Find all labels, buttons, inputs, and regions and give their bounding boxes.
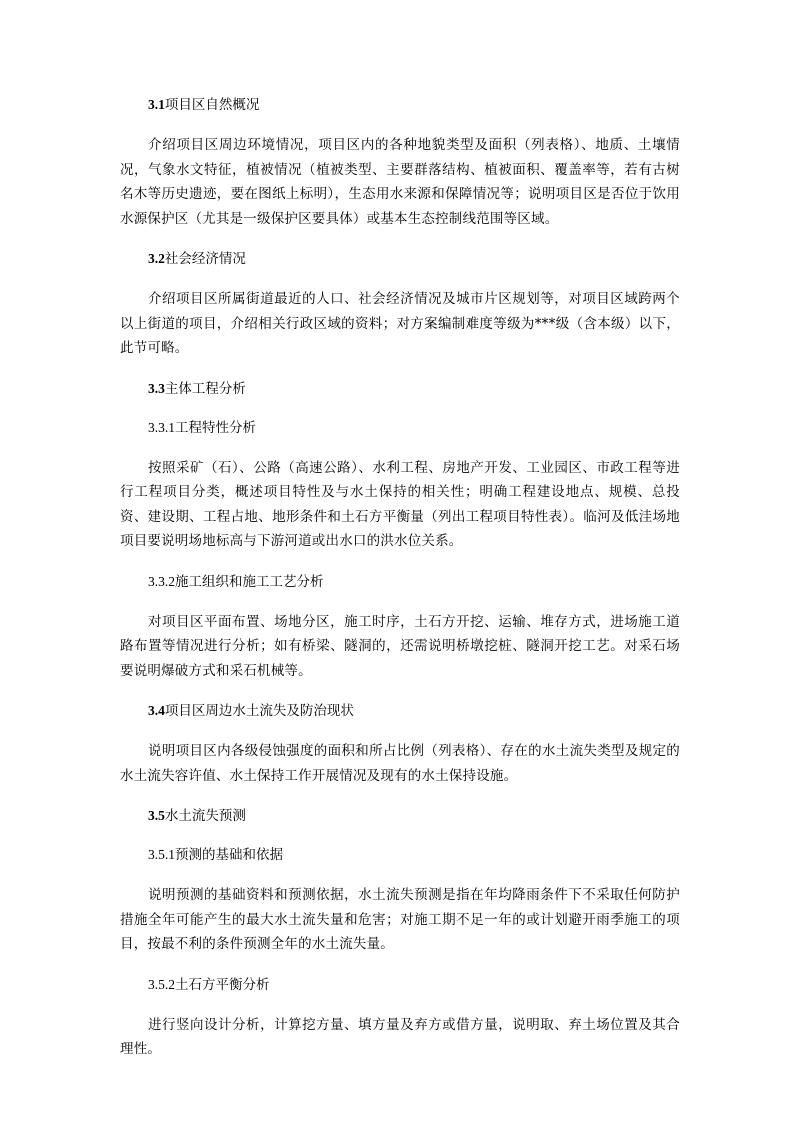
- subsection-number: 3.3.2: [148, 573, 175, 589]
- section-heading-3-2: [148, 248, 680, 270]
- section-number: 3.3: [148, 380, 165, 396]
- section-title: 主体工程分析: [164, 380, 246, 397]
- paragraph-earthwork-balance: 进行竖向设计分析，计算挖方量、填方量及弃方或借方量，说明取、弃土场位置及其合理性。: [120, 1016, 680, 1057]
- section-number: 3.5: [148, 808, 165, 823]
- subsection-heading-3-3-1: [148, 417, 680, 439]
- section-heading-3-3: [148, 378, 680, 400]
- section-heading-3-1: [148, 94, 680, 116]
- section-number: 3.1: [148, 97, 165, 112]
- section-number: 3.2: [148, 251, 165, 266]
- subsection-title: 土石方平衡分析: [175, 976, 270, 993]
- document-page: [120, 94, 680, 1079]
- subsection-title: 预测的基础和依据: [175, 847, 283, 863]
- paragraph-construction-organization: 对项目区平面布置、场地分区，施工时序，土石方开挖、运输、堆存方式，进场施工道路布置等情况进行分析；如有桥梁、隧洞的，还需说明桥墩挖桩、隧洞开挖工艺。对采石场要说明爆破方式和采石机械等。: [120, 613, 680, 679]
- section-number: 3.4: [148, 703, 165, 718]
- section-title: 水土流失预测: [164, 808, 246, 824]
- paragraph-social-economy: 介绍项目区所属街道最近的人口、社会经济情况及城市片区规划等，对项目区域跨两个以上街道的项目，介绍相关行政区域的资料；对方案编制难度等级为***级（含本级）以下，此节可略。: [120, 291, 680, 356]
- paragraph-prediction-basis: 说明预测的基础资料和预测依据，水土流失预测是指在年均降雨条件下不采取任何防护措施全年可能产生的最大水土流失量和危害；对施工期不足一年的或计划避开雨季施工的项目，按最不利的条件预测全年的水土流失量。: [120, 887, 680, 952]
- section-heading-3-5: [148, 805, 680, 827]
- subsection-number: 3.5.1: [148, 847, 175, 862]
- subsection-title: 工程特性分析: [175, 419, 256, 436]
- subsection-heading-3-3-2: [148, 571, 680, 593]
- paragraph-soil-erosion-status: 说明项目区内各级侵蚀强度的面积和所占比例（列表格）、存在的水土流失类型及规定的水土流失容许值、水土保持工作开展情况及现有的水土保持设施。: [120, 743, 680, 784]
- section-title: 项目区自然概况: [164, 97, 260, 113]
- section-title: 项目区周边水土流失及防治现状: [164, 703, 354, 719]
- paragraph-engineering-characteristics: 按照采矿（石）、公路（高速公路）、水利工程、房地产开发、工业园区、市政工程等进行工程项目分类，概述项目特性及与水土保持的相关性；明确工程建设地点、规模、总投资、建设期、工程占地、地形条件和土石方平衡量（列出工程项目特性表）。临河及低洼场地项目要说明场地标高与下游河道或出水口的洪水位关系。: [120, 459, 680, 549]
- subsection-heading-3-5-1: [148, 844, 680, 866]
- subsection-number: 3.5.2: [148, 976, 175, 992]
- subsection-number: 3.3.1: [148, 419, 175, 435]
- section-heading-3-4: [148, 700, 680, 722]
- paragraph-natural-conditions: 介绍项目区周边环境情况，项目区内的各种地貌类型及面积（列表格）、地质、土壤情况，气象水文特征，植被情况（植被类型、主要群落结构、植被面积、覆盖率等，若有古树名木等历史遗迹，要在图纸上标明），生态用水来源和保障情况等；说明项目区是否位于饮用水源保护区（尤其是一级保护区要具体）或基本生态控制线范围等区域。: [120, 137, 680, 227]
- subsection-heading-3-5-2: [148, 974, 680, 996]
- subsection-title: 施工组织和施工工艺分析: [175, 573, 324, 590]
- section-title: 社会经济情况: [164, 251, 246, 267]
